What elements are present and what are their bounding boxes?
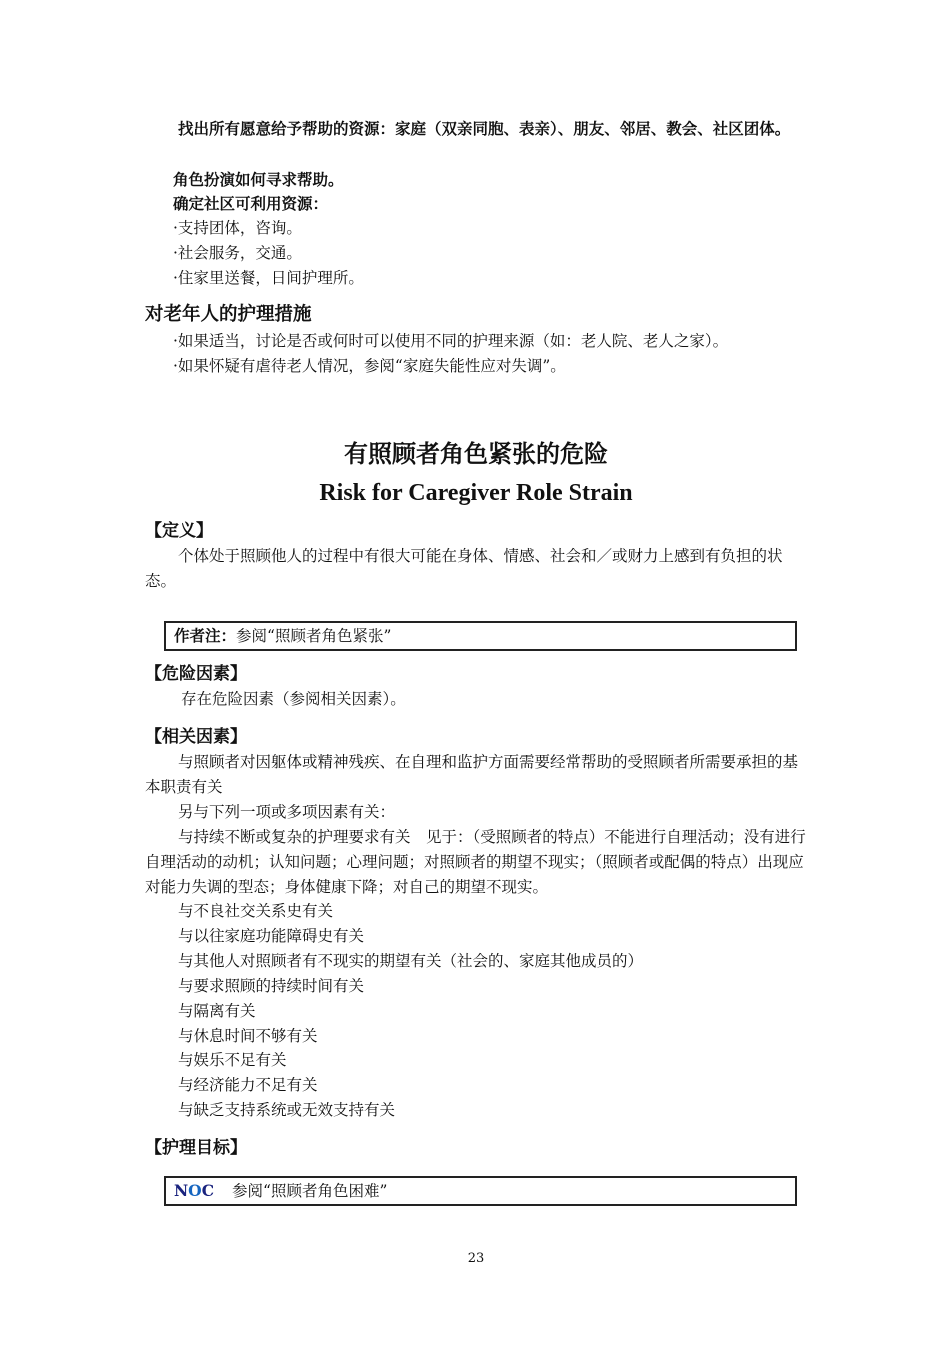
related-item: 与经济能力不足有关 — [178, 1076, 318, 1094]
diagnosis-title-cn: 有照顾者角色紧张的危险 — [344, 440, 608, 468]
related-item: 与娱乐不足有关 — [178, 1051, 287, 1069]
related-item: 与其他人对照顾者有不现实的期望有关（社会的、家庭其他成员的） — [178, 952, 644, 970]
related-item: 与隔离有关 — [178, 1002, 256, 1020]
risk-factors-text: 存在危险因素（参阅相关因素）。 — [181, 690, 406, 708]
related-item: 与要求照顾的持续时间有关 — [178, 977, 365, 995]
noc-label-n: N — [174, 1181, 189, 1200]
page-number: 23 — [467, 1251, 485, 1266]
noc-box — [164, 1176, 797, 1206]
related-intro: 与照顾者对因躯体或精神残疾、在自理和监护方面需要经常帮助的受照顾者所需要承担的基本职责有关 — [145, 753, 799, 796]
community-item: ·社会服务，交通。 — [173, 244, 302, 262]
goals-heading: 【护理目标】 — [145, 1138, 247, 1158]
related-item: 与缺乏支持系统或无效支持有关 — [178, 1101, 396, 1119]
community-title: 确定社区可利用资源： — [173, 195, 329, 213]
related-item: 与休息时间不够有关 — [178, 1027, 318, 1045]
author-note-label: 作者注： — [174, 627, 237, 645]
community-item: ·支持团体，咨询。 — [173, 219, 302, 237]
related-factors-heading: 【相关因素】 — [145, 727, 247, 747]
diagnosis-title-en: Risk for Caregiver Role Strain — [319, 480, 633, 506]
author-note-text: 参阅“照顾者角色紧张” — [236, 627, 392, 645]
author-note-box — [164, 621, 797, 651]
related-item: 与不良社交关系史有关 — [178, 902, 334, 920]
elderly-heading: 对老年人的护理措施 — [145, 304, 312, 325]
resources-line: 找出所有愿意给予帮助的资源：家庭（双亲同胞、表亲）、朋友、邻居、教会、社区团体。 — [178, 120, 791, 138]
noc-text: 参阅“照顾者角色困难” — [232, 1182, 388, 1200]
related-more: 另与下列一项或多项因素有关： — [178, 803, 396, 821]
noc-label-c: C — [201, 1181, 215, 1200]
definition-text: 个体处于照顾他人的过程中有很大可能在身体、情感、社会和／或财力上感到有负担的状态。 — [145, 547, 783, 590]
community-item: ·住家里送餐，日间护理所。 — [173, 269, 364, 287]
definition-heading: 【定义】 — [145, 521, 213, 541]
elderly-item: ·如果怀疑有虐待老人情况，参阅“家庭失能性应对失调”。 — [173, 357, 566, 375]
related-complex: 与持续不断或复杂的护理要求有关 见于：（受照顾者的特点）不能进行自理活动；没有进行自理活动的动机；认知问题；心理问题；对照顾者的期望不现实；（照顾者或配偶的特点）出现应对能力失调的型态；身体健康下降；对自己的期望不现实。 — [145, 828, 806, 896]
role-play-line: 角色扮演如何寻求帮助。 — [173, 171, 344, 189]
noc-label-o: O — [188, 1181, 202, 1200]
related-item: 与以往家庭功能障碍史有关 — [178, 927, 365, 945]
elderly-item: ·如果适当，讨论是否或何时可以使用不同的护理来源（如：老人院、老人之家）。 — [173, 332, 729, 350]
risk-factors-heading: 【危险因素】 — [145, 664, 247, 684]
